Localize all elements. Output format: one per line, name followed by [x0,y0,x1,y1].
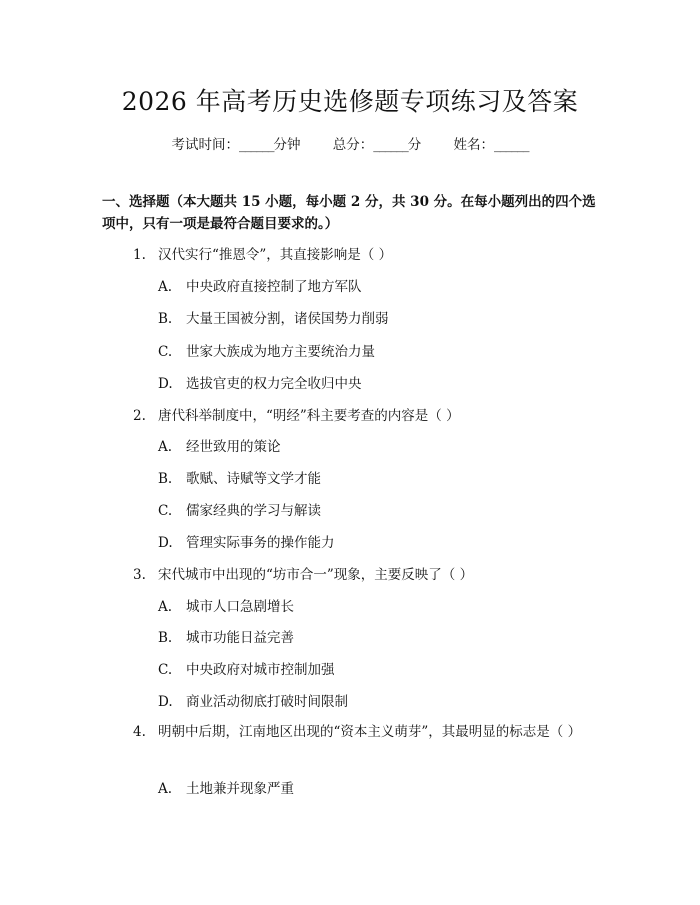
question-1 [133,243,392,263]
option-text: 城市人口急剧增长 [186,599,294,615]
option-letter: D. [158,535,173,551]
question-2-option-c [158,499,321,519]
option-letter: B. [158,630,173,646]
option-letter: D. [158,376,173,392]
option-letter: A. [158,439,173,455]
option-letter: C. [158,344,173,360]
question-1-option-a [158,275,362,295]
option-text: 中央政府直接控制了地方军队 [186,279,362,295]
question-2-option-d [158,531,335,551]
option-letter: A. [158,781,173,797]
option-text: 中央政府对城市控制加强 [186,662,335,678]
question-2 [133,404,460,424]
option-text: 歌赋、诗赋等文学才能 [186,471,321,487]
question-number: 3. [133,567,146,583]
section-heading: 一、选择题（本大题共 15 小题，每小题 2 分，共 30 分。在每小题列出的四个选项中，只有一项是最符合题目要求的。） [102,194,596,232]
page-title: 2026 年高考历史选修题专项练习及答案 [121,87,579,116]
score-blank: ______ [373,137,408,153]
option-text: 大量王国被分割，诸侯国势力削弱 [186,311,389,327]
score-label: 总分： [332,137,374,153]
question-text: 宋代城市中出现的“坊市合一”现象，主要反映了（ ） [158,567,474,583]
question-number: 4. [133,724,146,740]
option-letter: C. [158,662,173,678]
question-1-option-c [158,340,375,360]
option-text: 世家大族成为地方主要统治力量 [186,344,375,360]
option-text: 管理实际事务的操作能力 [186,535,335,551]
question-3-option-c [158,658,335,678]
question-4-option-a [158,777,294,797]
option-text: 选拔官吏的权力完全收归中央 [186,376,362,392]
question-1-option-d [158,372,362,392]
question-3-option-d [158,690,348,710]
exam-time-field [171,137,300,153]
question-2-option-b [158,467,321,487]
question-number: 1. [133,247,146,263]
option-text: 商业活动彻底打破时间限制 [186,694,348,710]
name-label: 姓名： [453,137,495,153]
option-text: 城市功能日益完善 [186,630,294,646]
question-4 [102,721,602,744]
student-name-field [454,137,529,153]
question-3 [133,563,473,583]
option-letter: B. [158,471,173,487]
time-unit: 分钟 [273,137,301,153]
question-1-option-b [158,307,389,327]
question-text: 汉代实行“推恩令”，其直接影响是（ ） [158,247,393,263]
question-3-option-b [158,626,294,646]
option-letter: A. [158,599,173,615]
option-text: 经世致用的策论 [186,439,281,455]
total-score-field [333,137,422,153]
option-letter: D. [158,694,173,710]
option-letter: C. [158,503,173,519]
time-label: 考试时间： [171,137,239,153]
option-letter: A. [158,279,173,295]
option-text: 土地兼并现象严重 [186,781,294,797]
question-2-option-a [158,435,281,455]
question-number: 2. [133,408,146,424]
option-letter: B. [158,311,173,327]
question-text: 唐代科举制度中，“明经”科主要考查的内容是（ ） [158,408,460,424]
exam-meta-line [0,133,700,153]
question-3-option-a [158,595,294,615]
option-text: 儒家经典的学习与解读 [186,503,321,519]
question-text: 明朝中后期，江南地区出现的“资本主义萌芽”，其最明显的标志是（ ） [158,724,582,740]
time-blank: ______ [238,137,274,153]
name-blank: ______ [494,137,529,153]
score-unit: 分 [407,137,422,153]
